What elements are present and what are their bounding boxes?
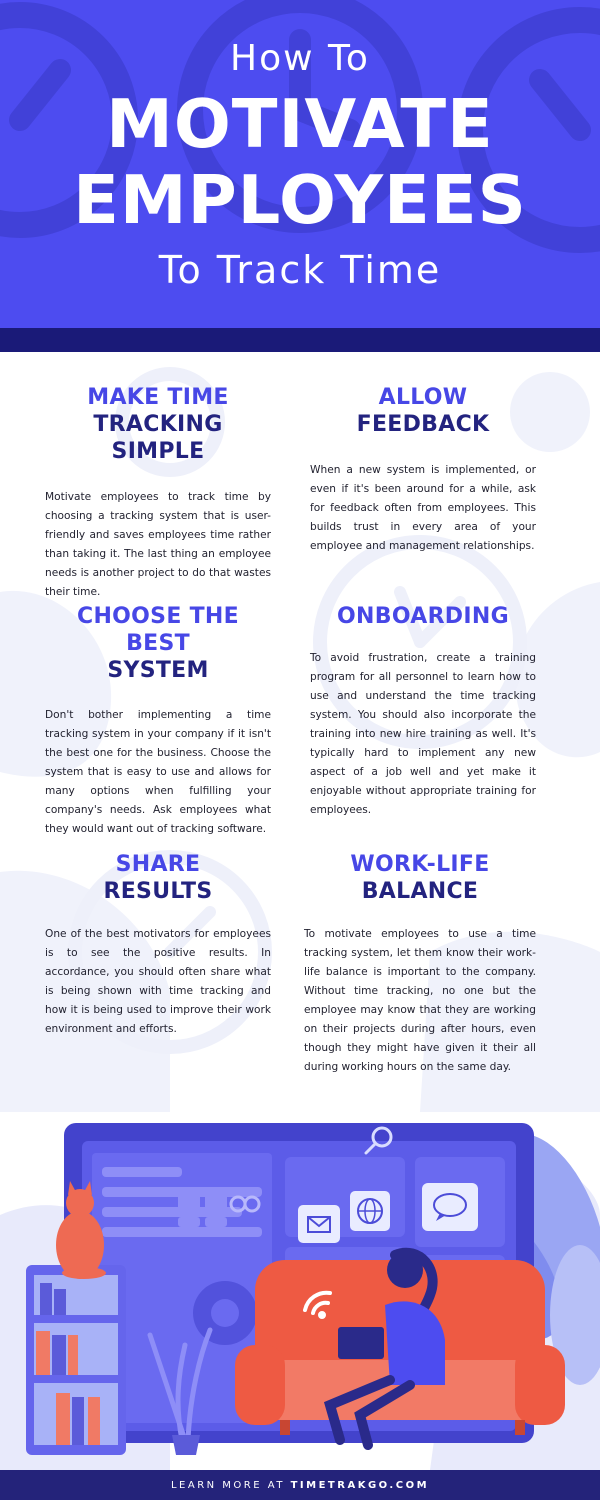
heading-line-2: FEEDBACK [356,412,490,437]
section-heading [310,384,536,438]
heading-line-1: WORK-LIFE [350,852,490,877]
section-make-time-tracking-simple [45,384,271,602]
heading-line-2: SYSTEM [107,658,209,683]
section-body: To motivate employees to use a time tracking system, let them know their work-life balance is important to the company. Without time tracking, no one but the employee may know that they are working on their projects during after hours, even though they might have given it their all during working hours on the same day. [304,928,536,1073]
section-body: To avoid frustration, create a training program for all personnel to learn how to use and understand the time tracking system. You should also incorporate the training into new hire training as well. It's typically hard to implement any new aspect of a job well and yet make it enjoyable without appropriate training for employees. [310,652,536,816]
section-choose-the-best-system [45,603,271,839]
title-employees: EMPLOYEES [73,161,527,239]
heading-line-1: MAKE TIME [87,385,229,410]
heading-line-1: ALLOW [378,385,468,410]
heading-line-2: BALANCE [361,879,479,904]
mail-icon [298,1205,340,1243]
bookshelf [26,1265,126,1455]
section-work-life-balance [304,851,536,1077]
section-body: When a new system is implemented, or even if it's been around for a while, ask for feedback often from employees. This builds trust in every area of your employee and management relationships. [310,464,536,552]
footer-prefix: LEARN MORE AT [170,1479,291,1491]
heading-line-1: SHARE [115,852,201,877]
section-body: Don't bother implementing a time tracking system in your company if it isn't the best one for the business. Choose the system that is easy to use and allows for many options when fulfilling your company's needs. Ask employees what they would want out of tracking software. [45,709,271,835]
header-divider [0,328,600,352]
section-heading [310,603,536,630]
heading-line-1: CHOOSE THE BEST [77,604,239,656]
footer-text [171,1480,429,1491]
section-share-results [45,851,271,1039]
footer-bar [0,1470,600,1500]
header-banner [0,0,600,328]
section-allow-feedback [310,384,536,556]
heading-line-2: RESULTS [103,879,213,904]
globe-icon [350,1191,390,1231]
heading-line-1: ONBOARDING [337,604,509,629]
section-heading [45,384,271,465]
title-motivate: MOTIVATE [106,85,494,163]
chat-bubble-icon [422,1183,478,1231]
title-main [0,86,600,238]
section-body: One of the best motivators for employees is to see the positive results. In accordance, you should often share what is being shown with time tracking and how it is being used to improve their work environment and efforts. [45,928,271,1035]
heading-line-2: TRACKING SIMPLE [93,412,223,464]
section-body: Motivate employees to track time by choosing a tracking system that is user-friendly and saves employees time rather than taking it. The last thing an employee needs is another project to do that wastes their time. [45,491,271,598]
section-heading [45,603,271,684]
title-to-track-time: To Track Time [158,248,442,292]
section-heading [45,851,271,905]
office-illustration [0,1095,600,1470]
footer-site-link[interactable]: TIMETRAKGO.COM [290,1479,430,1491]
title-how-to: How To [230,38,370,79]
section-onboarding [310,603,536,820]
section-heading [304,851,536,905]
plant-pot [172,1435,200,1455]
